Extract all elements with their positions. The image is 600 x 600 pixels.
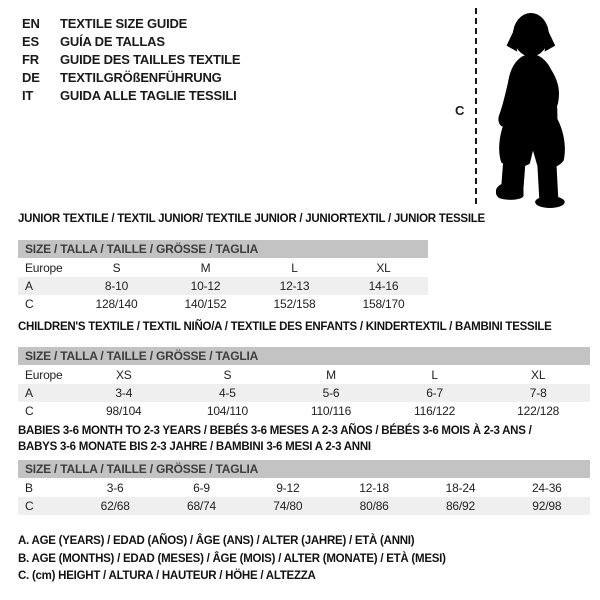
- section-babies-textile: [18, 423, 590, 515]
- table-row: [18, 259, 428, 277]
- language-label: TEXTILE SIZE GUIDE: [60, 16, 188, 31]
- table-cell: 7-8: [529, 386, 547, 400]
- table-title-line: BABIES 3-6 MONTH TO 2-3 YEARS / BEBÉS 3-6 MESES A 2-3 AÑOS / BÉBÉS 3-6 MOIS À 2-3 ANS /: [18, 425, 532, 437]
- table-cell: 158/170: [362, 297, 405, 311]
- table-title: [18, 211, 485, 227]
- baby-silhouette-icon: [496, 10, 570, 208]
- section-childrens-textile: [18, 319, 590, 420]
- table-cell: 24-36: [531, 481, 562, 495]
- table-cell: 6-9: [193, 481, 210, 495]
- size-table: [18, 347, 590, 420]
- table-header-bar: SIZE / TALLA / TAILLE / GRÖSSE / TAGLIA: [18, 460, 590, 478]
- footer-notes: [18, 533, 446, 586]
- table-row: [18, 295, 428, 313]
- table-cell: 3-4: [115, 386, 133, 400]
- table-cell: 104/110: [206, 404, 248, 418]
- table-cell: 98/104: [106, 404, 142, 418]
- section-junior-textile: [18, 211, 485, 313]
- language-label: GUÍA DE TALLAS: [60, 34, 165, 49]
- table-cell: XS: [115, 368, 132, 382]
- table-cell: 62/68: [100, 499, 130, 513]
- language-legend: [22, 15, 240, 105]
- table-cell: 3-6: [106, 481, 124, 495]
- table-cell: M: [326, 368, 336, 382]
- table-cell: 92/98: [532, 499, 562, 513]
- table-cell: 10-12: [190, 279, 221, 293]
- table-cell: 8-10: [104, 279, 129, 293]
- table-cell: L: [291, 261, 298, 275]
- language-label: TEXTILGRÖßENFÜHRUNG: [60, 70, 222, 85]
- table-cell: 5-6: [322, 386, 340, 400]
- table-row: [18, 366, 590, 384]
- row-label: Europe: [25, 261, 63, 275]
- legend-row: [22, 51, 240, 69]
- legend-row: [22, 15, 240, 33]
- table-header-bar: SIZE / TALLA / TAILLE / GRÖSSE / TAGLIA: [18, 347, 590, 365]
- table-row: [18, 384, 590, 402]
- row-label: C: [25, 499, 34, 513]
- language-code: FR: [22, 52, 39, 67]
- language-code: EN: [22, 16, 40, 31]
- legend-row: [22, 69, 240, 87]
- table-cell: 80/86: [359, 499, 389, 513]
- note-line: B. AGE (MONTHS) / EDAD (MESES) / ÂGE (MOIS) / ALTER (MONATE) / ETÀ (MESI): [18, 552, 446, 565]
- row-label: A: [25, 386, 33, 400]
- table-title-line: CHILDREN'S TEXTILE / TEXTIL NIÑO/A / TEXTILE DES ENFANTS / KINDERTEXTIL / BAMBINI TESSILE: [18, 321, 552, 333]
- height-measure-dashed-line: [475, 8, 477, 204]
- table-cell: 9-12: [276, 481, 300, 495]
- language-code: IT: [22, 88, 34, 103]
- note-line: C. (cm) HEIGHT / ALTURA / HAUTEUR / HÖHE / ALTEZZA: [18, 570, 316, 582]
- row-label: C: [25, 297, 34, 311]
- table-row: [18, 497, 590, 515]
- table-row: [18, 479, 590, 497]
- table-cell: 152/158: [273, 297, 316, 311]
- size-table: [18, 460, 590, 515]
- row-label: A: [25, 279, 33, 293]
- table-cell: 128/140: [95, 297, 138, 311]
- table-cell: 6-7: [426, 386, 443, 400]
- language-code: DE: [22, 70, 40, 85]
- table-cell: S: [112, 261, 121, 275]
- row-label: Europe: [25, 368, 63, 382]
- table-cell: XL: [531, 368, 546, 382]
- table-title-line: BABYS 3-6 MONATE BIS 2-3 JAHRE / BAMBINI 3-6 MESI A 2-3 ANNI: [18, 441, 371, 453]
- size-table: [18, 240, 428, 313]
- height-measure-label: C: [455, 103, 465, 118]
- table-cell: 14-16: [368, 279, 399, 293]
- language-code: ES: [22, 34, 39, 49]
- table-title-line: JUNIOR TEXTILE / TEXTIL JUNIOR/ TEXTILE JUNIOR / JUNIORTEXTIL / JUNIOR TESSILE: [18, 213, 485, 225]
- table-cell: 86/92: [445, 499, 475, 513]
- table-cell: 122/128: [517, 404, 560, 418]
- note-line: A. AGE (YEARS) / EDAD (AÑOS) / ÂGE (ANS) / ALTER (JAHRE) / ETÀ (ANNI): [18, 535, 415, 547]
- table-row: [18, 402, 590, 420]
- legend-row: [22, 33, 240, 51]
- table-cell: 116/122: [414, 404, 456, 418]
- table-title: [18, 319, 590, 335]
- table-title: [18, 423, 590, 455]
- language-label: GUIDA ALLE TAGLIE TESSILI: [60, 88, 237, 103]
- table-cell: XL: [376, 261, 391, 275]
- table-header-bar: SIZE / TALLA / TAILLE / GRÖSSE / TAGLIA: [18, 240, 428, 258]
- table-cell: 68/74: [186, 499, 216, 513]
- table-cell: L: [431, 368, 438, 382]
- table-cell: 18-24: [445, 481, 476, 495]
- table-cell: 74/80: [273, 499, 303, 513]
- table-cell: 12-18: [359, 481, 389, 495]
- row-label: B: [25, 481, 33, 495]
- table-row: [18, 277, 428, 295]
- language-label: GUIDE DES TAILLES TEXTILE: [60, 52, 241, 67]
- table-cell: S: [223, 368, 232, 382]
- table-cell: 4-5: [219, 386, 236, 400]
- table-cell: 110/116: [310, 404, 352, 418]
- table-cell: 140/152: [184, 297, 227, 311]
- legend-row: [22, 87, 240, 105]
- table-cell: 12-13: [279, 279, 310, 293]
- row-label: C: [25, 404, 34, 418]
- table-cell: M: [200, 261, 211, 275]
